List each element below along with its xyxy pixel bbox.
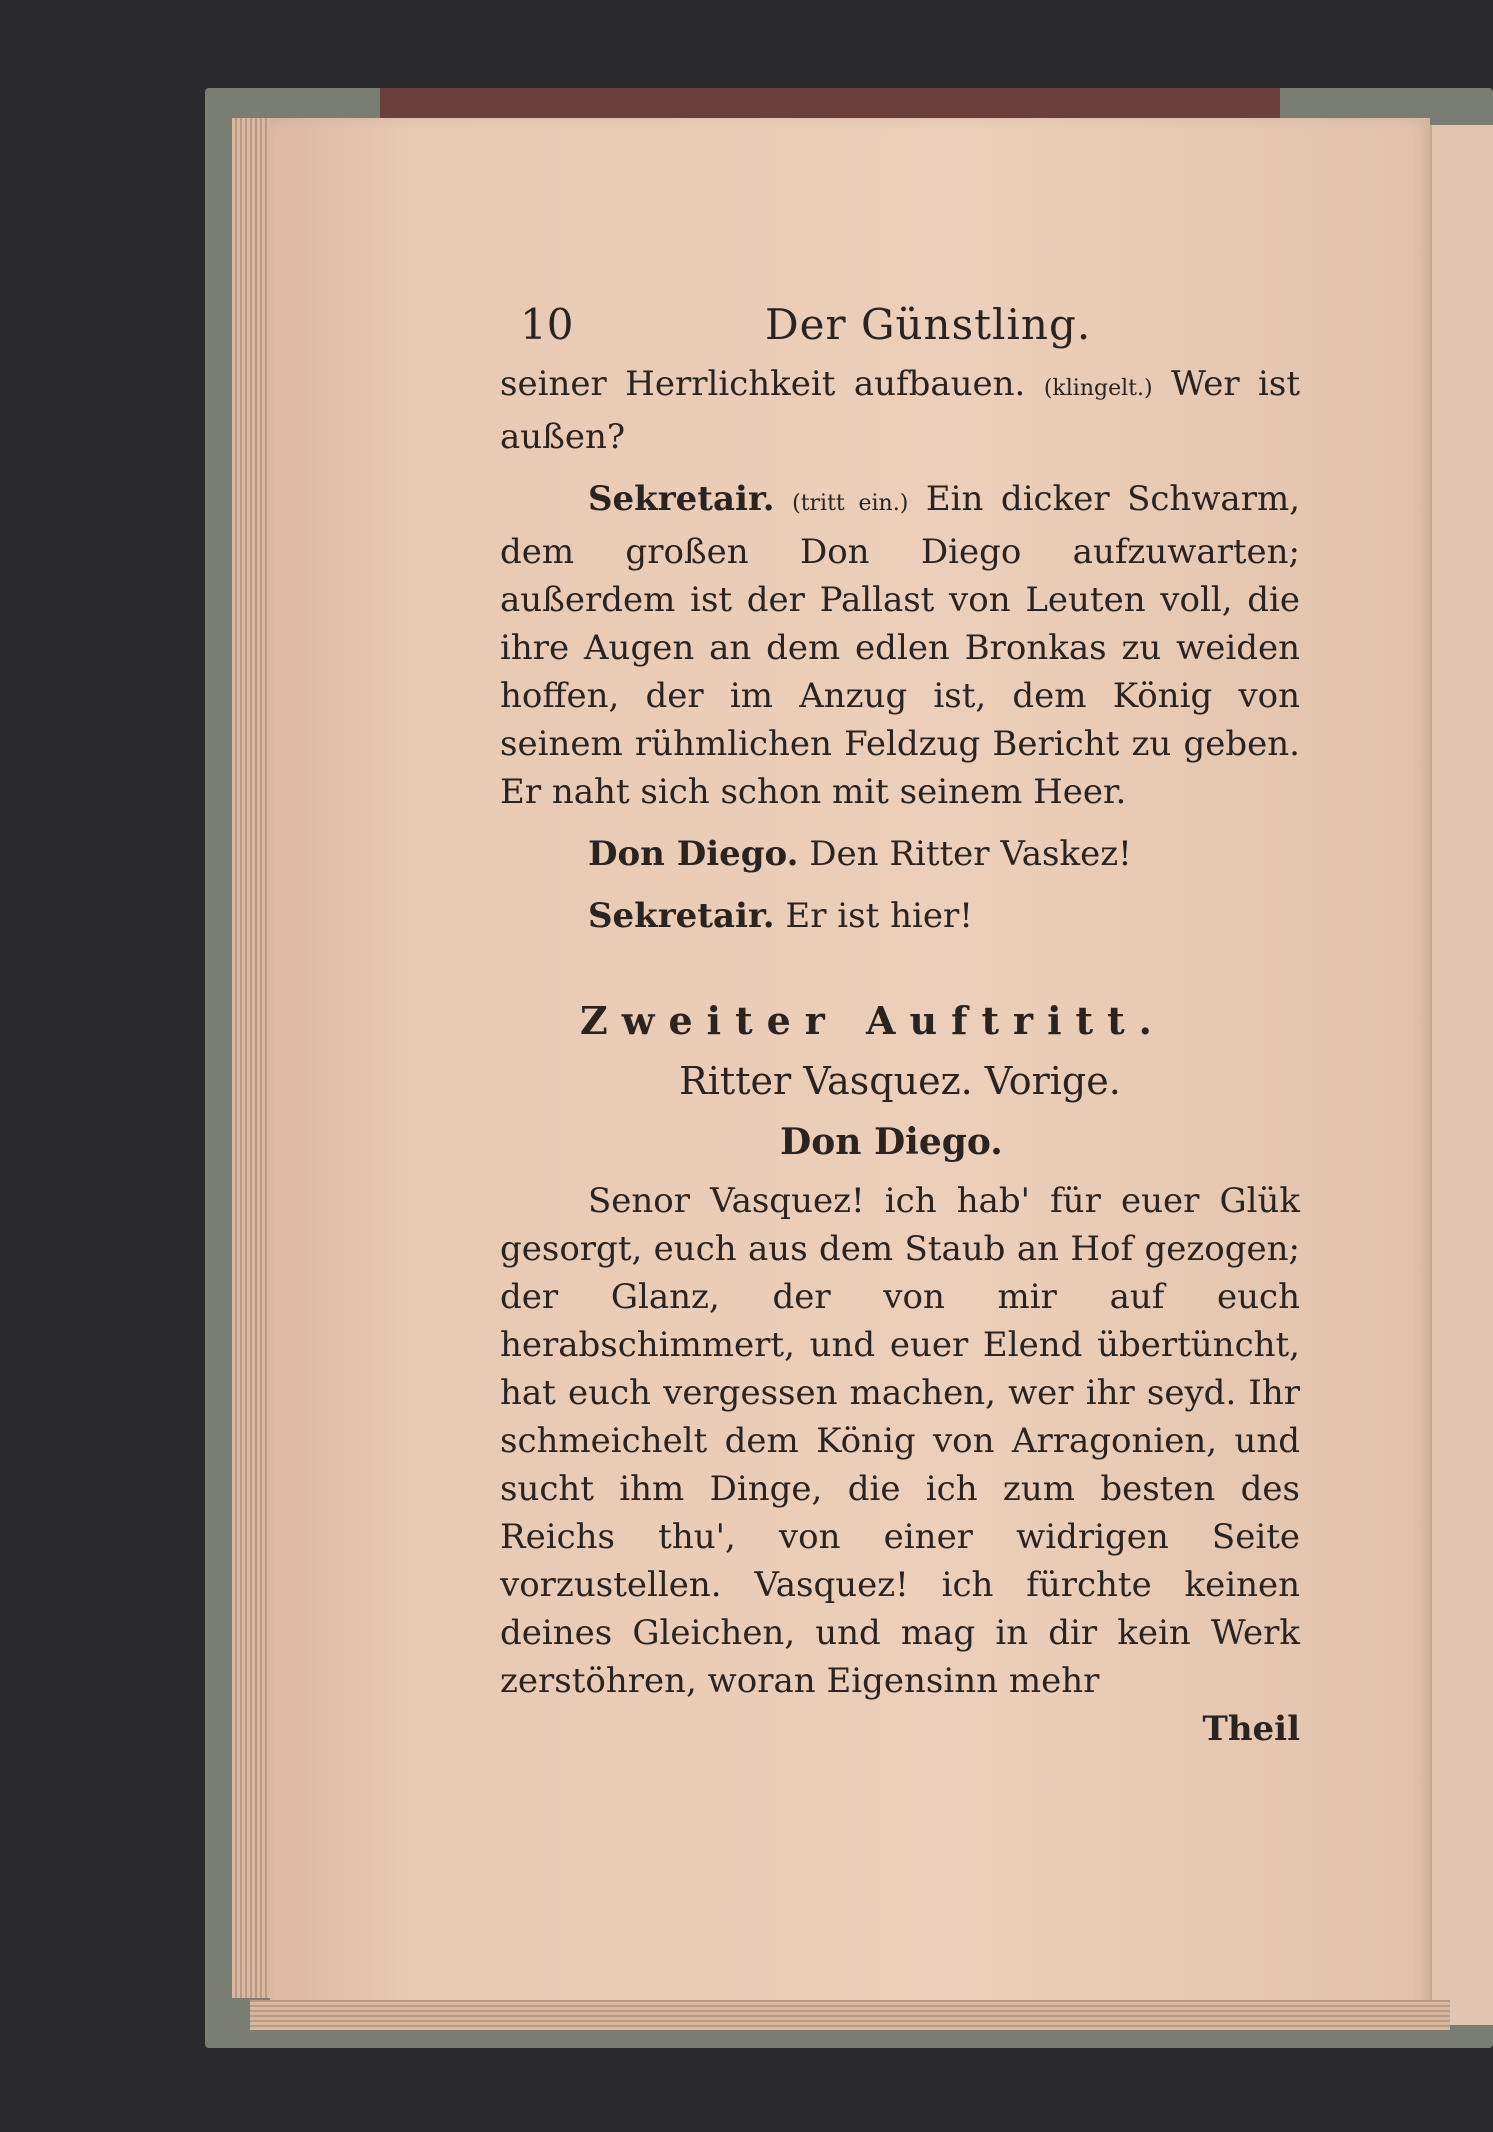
stage-direction: (tritt ein.)	[792, 491, 909, 516]
running-header	[500, 300, 1300, 360]
catchword: Theil	[1202, 1709, 1300, 1749]
facing-page-edge	[1430, 125, 1493, 2025]
speaker-heading: Don Diego.	[780, 1121, 1003, 1163]
speaker: Sekretair.	[588, 896, 775, 936]
paragraph-4: Sekretair. Er ist hier!	[588, 896, 973, 936]
paragraph-3: Don Diego. Den Ritter Vaskez!	[588, 834, 1132, 874]
speaker: Don Diego.	[588, 834, 799, 874]
page-block-bottom	[250, 2000, 1450, 2030]
speaker: Sekretair.	[588, 479, 775, 519]
page-number: 10	[520, 300, 574, 349]
scene-heading: Zweiter Auftritt.	[580, 998, 1166, 1043]
scene-persons: Ritter Vasquez. Vorige.	[679, 1059, 1121, 1103]
paragraph-2: Sekretair. (tritt ein.) Ein dicker Schwarm, dem großen Don Diego aufzuwarten; außerdem ist der Pallast von Leuten voll, die ihre Augen an dem edlen Bronkas zu weiden hoffen, der im Anzug ist, dem König von seinem rühmlichen Feldzug Bericht zu geben. Er naht sich schon mit seinem Heer.	[500, 479, 1301, 812]
speech-paragraph: Senor Vasquez! ich hab' für euer Glük gesorgt, euch aus dem Staub an Hof gezogen; der Glanz, der von mir auf euch herabschimmert, und euer Elend übertüncht, hat euch vergessen machen, wer ihr seyd. Ihr schmeichelt dem König von Arragonien, und sucht ihm Dinge, die ich zum besten des Reichs thu', von einer widrigen Seite vorzustellen. Vasquez! ich fürchte keinen deines Gleichen, und mag in dir kein Werk zerstöhren, woran Eigensinn mehr	[500, 1181, 1300, 1701]
running-title: Der Günstling.	[765, 300, 1092, 349]
page-text	[500, 300, 1300, 1749]
paragraph-1: seiner Herrlichkeit aufbauen. (klingelt.) Wer ist außen?	[500, 364, 1301, 457]
stage-direction: (klingelt.)	[1043, 376, 1153, 401]
